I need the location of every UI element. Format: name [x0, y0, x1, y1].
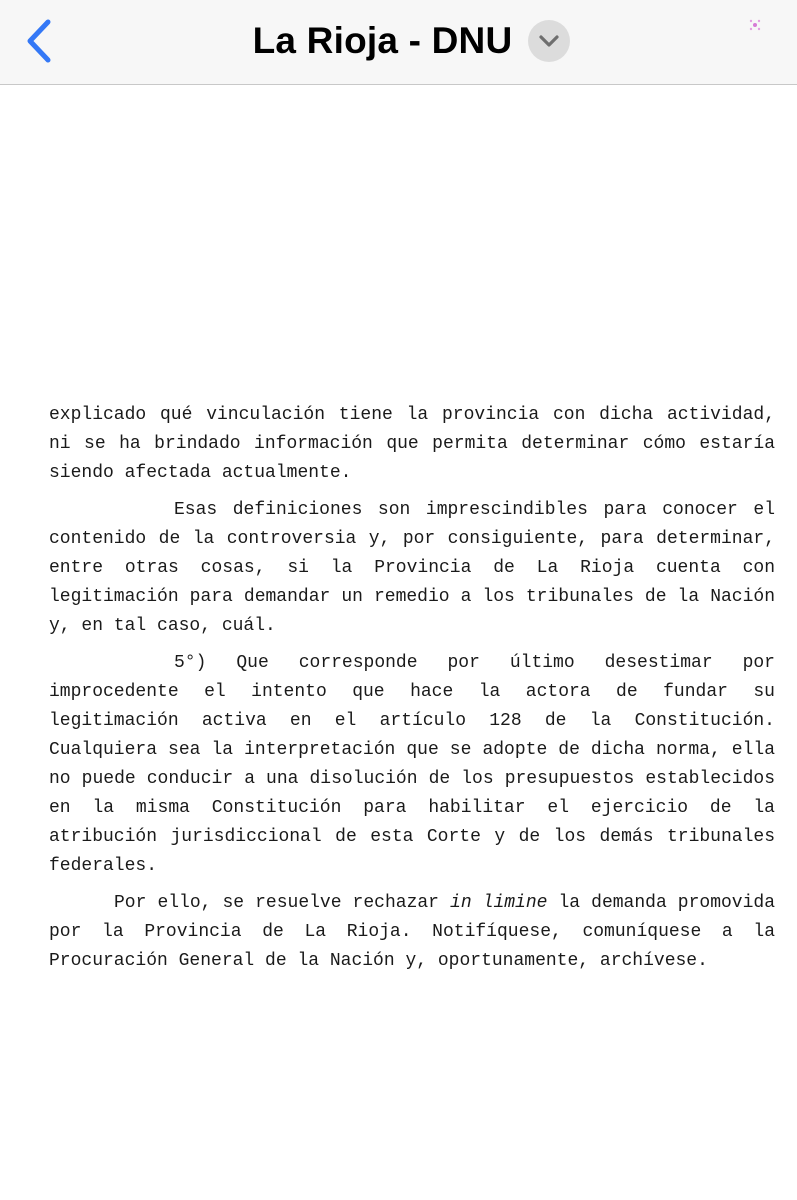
- title-area: [0, 14, 797, 68]
- paragraph-4-italic: in limine: [450, 893, 548, 913]
- paragraph-4-start: Por ello, se resuelve rechazar: [114, 893, 451, 913]
- paragraph-4-end: la demanda promovida por la Provincia de La Rioja. Notifíquese, comuníquese a la Procuración General de la Nación y, oportunamente, archívese.: [49, 893, 775, 971]
- document-page: [0, 85, 797, 1200]
- paragraph-4: [49, 889, 775, 976]
- paragraph-3: 5°) Que corresponde por último desestimar por improcedente el intento que hace la actora de fundar su legitimación activa en el artículo 128 de la Constitución. Cualquiera sea la interpretación que se adopte de dicha norma, ella no puede conducir a una disolución de los presupuestos establecidos en la misma Constitución para habilitar el ejercicio de la atribución jurisdiccional de esta Corte y de los demás tribunales federales.: [49, 653, 775, 876]
- paragraph-2: Esas definiciones son imprescindibles para conocer el contenido de la controversia y, por consiguiente, para determinar, entre otras cosas, si la Provincia de La Rioja cuenta con legitimación para demandar un remedio a los tribunales de la Nación y, en tal caso, cuál.: [49, 500, 775, 636]
- title-menu-button[interactable]: [528, 20, 570, 62]
- document-body: [49, 401, 775, 984]
- page-title: La Rioja - DNU: [252, 20, 513, 61]
- navigation-bar: [0, 0, 797, 85]
- sparkle-icon: [748, 18, 762, 32]
- chevron-down-icon: [538, 34, 560, 48]
- paragraph-1: explicado qué vinculación tiene la provincia con dicha actividad, ni se ha brindado información que permita determinar cómo estaría siendo afectada actualmente.: [49, 405, 775, 483]
